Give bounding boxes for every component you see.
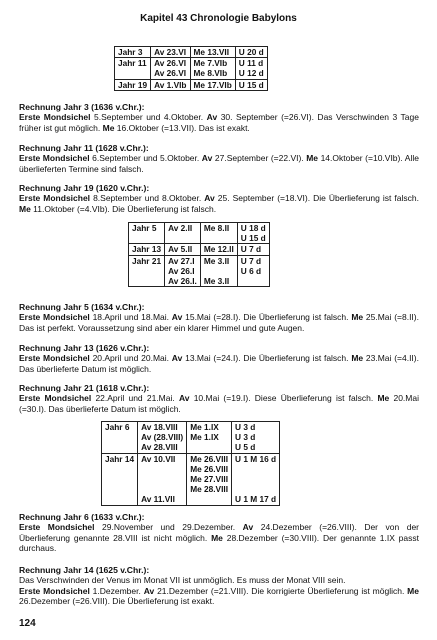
bold-term: Av: [201, 153, 213, 164]
cell-line: U 5 d: [235, 442, 256, 453]
section-heading: Rechnung Jahr 21 (1618 v.Chr.):: [19, 383, 150, 393]
section-heading: Rechnung Jahr 19 (1620 v.Chr.):: [19, 183, 150, 193]
cell-line: Jahr 6: [105, 422, 130, 432]
cell-line: Me 8.VIb: [193, 68, 228, 79]
text-run: 10.Mai (=19.I). Diese Überlieferung ist falsch.: [189, 393, 378, 404]
cell-line: U 1 M 16 d: [235, 453, 277, 464]
calculation-year-3: [19, 102, 419, 133]
text-run: 13.Mai (=24.I). Die Überlieferung ist falsch.: [182, 353, 352, 364]
cell-line: Av 23.VI: [154, 47, 187, 57]
section-paragraph: [19, 153, 419, 174]
cell-line: Me 13.VII: [193, 47, 230, 57]
table-cell: [235, 79, 267, 90]
text-run: 15.Mai (=28.I). Die Überlieferung ist falsch.: [182, 312, 352, 323]
text-run: 26.Dezember (=26.VIII). Die Überlieferung ist exakt.: [19, 596, 215, 607]
cell-line: Me 8.II: [203, 223, 230, 233]
text-run: 23.Mai (=4.II). Das überlieferte Datum ist möglich.: [19, 353, 419, 374]
table-row: [129, 255, 270, 287]
bold-term: Erste Mondsichel: [19, 393, 92, 404]
cell-line: Me 7.VIb: [193, 58, 228, 69]
bold-term: Erste Mondsichel: [19, 353, 90, 364]
chronology-table-2: [128, 222, 270, 287]
text-run: Das Verschwinden der Venus im Monat VII ist unmöglich. Es muss der Monat VIII sein.: [19, 575, 346, 586]
text-run: 30. September (=26.VI). Das Verschwinden 3 Tage früher ist gut möglich.: [19, 112, 419, 133]
table-row: [115, 47, 268, 58]
text-run: 22.April und 21.Mai.: [91, 393, 179, 404]
cell-line: Av 27.I: [168, 255, 195, 266]
bold-term: Me: [306, 153, 319, 164]
section-paragraph: [19, 112, 419, 133]
bold-term: Av: [171, 353, 183, 364]
calculation-year-13: [19, 343, 419, 374]
table-row: [115, 79, 268, 90]
text-run: 28.Dezember (=30.VIII). Der genannte 1.IX passt durchaus.: [19, 532, 420, 554]
text-run: 27.September (=22.VI).: [212, 153, 307, 164]
text-run: 20.April und 20.Mai.: [89, 353, 172, 364]
text-run: 16.Oktober (=13.VII). Das ist exakt.: [114, 122, 250, 133]
cell-line: Av 10.VII: [141, 453, 176, 464]
cell-line: U 18 d: [240, 223, 266, 233]
table-cell: [190, 79, 235, 90]
bold-term: Me: [351, 353, 364, 364]
table-cell: [129, 223, 165, 244]
table-cell: [138, 422, 187, 454]
table-cell: [237, 244, 269, 255]
text-run: 18.April und 18.Mai.: [89, 312, 172, 323]
table-cell: [102, 453, 138, 505]
table-cell: [235, 47, 267, 58]
bold-term: Av: [171, 312, 183, 323]
bold-term: Me: [211, 532, 223, 543]
calculation-year-6: [19, 512, 419, 554]
cell-line: Me 3.II: [203, 255, 230, 266]
bold-term: Erste Mondsichel: [19, 522, 95, 533]
table-cell: [187, 422, 232, 454]
cell-line: U 1 M 17 d: [235, 494, 277, 505]
text-run: 25. September (=18.VI). Die Überlieferung ist falsch.: [214, 193, 419, 204]
table-cell: [129, 255, 165, 287]
calculation-year-19: [19, 183, 419, 214]
text-run: 1.Dezember.: [89, 585, 144, 596]
section-paragraph: [19, 586, 419, 607]
section-paragraph: [19, 353, 419, 374]
table-cell: [115, 47, 151, 58]
cell-line: Av 28.VIII: [141, 442, 178, 453]
chronology-table-1: [114, 46, 268, 91]
cell-line: Av 26.VI: [154, 58, 187, 69]
page-number: 124: [19, 618, 36, 629]
cell-line: U 7 d: [240, 255, 262, 266]
cell-line: U 6 d: [240, 265, 262, 276]
cell-line: [235, 474, 276, 484]
table-cell: [138, 453, 187, 505]
cell-line: [204, 266, 234, 276]
table-cell: [151, 58, 190, 79]
cell-line: Jahr 11: [118, 58, 147, 69]
table-cell: [237, 255, 269, 287]
text-run: 29.November und 29.Dezember.: [94, 522, 243, 533]
calculation-year-21: [19, 383, 419, 414]
cell-line: Jahr 14: [105, 453, 135, 464]
section-paragraph: [19, 193, 419, 214]
bold-term: Erste Mondsichel: [19, 193, 91, 204]
bold-term: Me: [351, 312, 364, 323]
text-run: 20.Mai (=30.I). Das überlieferte Datum ist möglich.: [19, 393, 419, 414]
section-paragraph: [19, 522, 419, 553]
text-run: 8.September und 8.Oktober.: [90, 193, 205, 204]
table-row: [102, 453, 280, 505]
cell-line: U 11 d: [238, 58, 264, 69]
table-cell: [237, 223, 269, 244]
bold-term: Me: [377, 393, 390, 404]
bold-term: Av: [178, 393, 190, 404]
table-cell: [200, 223, 237, 244]
cell-line: Av 1.VIb: [154, 79, 187, 90]
cell-line: Me 3.II: [203, 276, 230, 287]
cell-line: Av 5.II: [168, 244, 193, 255]
cell-line: Jahr 3: [118, 47, 143, 57]
cell-line: Av (28.VIII): [141, 432, 184, 443]
bold-term: Av: [143, 585, 155, 596]
table-cell: [165, 244, 201, 255]
cell-line: Jahr 19: [118, 79, 148, 90]
cell-line: Av 26.I: [168, 265, 195, 276]
bold-term: Me: [407, 585, 419, 596]
table-cell: [200, 255, 237, 287]
cell-line: Me 17.VIb: [193, 79, 232, 90]
cell-line: Av 18.VIII: [141, 422, 178, 432]
section-heading: Rechnung Jahr 14 (1625 v.Chr.):: [19, 565, 150, 575]
section-heading: Rechnung Jahr 11 (1628 v.Chr.):: [19, 143, 149, 153]
cell-line: [235, 484, 276, 494]
cell-line: Me 28.VIII: [190, 484, 229, 495]
section-heading: Rechnung Jahr 13 (1626 v.Chr.):: [19, 343, 150, 353]
cell-line: Me 1.IX: [190, 432, 219, 443]
table-cell: [190, 47, 235, 58]
cell-line: [141, 484, 183, 494]
table-cell: [115, 58, 151, 79]
cell-line: [235, 464, 276, 474]
calculation-year-5: [19, 302, 419, 333]
text-run: 21.Dezember (=21.VIII). Die korrigierte Überlieferung ist möglich.: [154, 585, 408, 596]
table-cell: [232, 453, 280, 505]
cell-line: U 3 d: [235, 422, 256, 432]
bold-term: Erste Mondsichel: [19, 312, 90, 323]
section-heading: Rechnung Jahr 6 (1633 v.Chr.):: [19, 512, 145, 522]
text-run: 5.September und 4.Oktober.: [90, 112, 207, 123]
section-paragraph: [19, 312, 419, 333]
table-cell: [200, 244, 237, 255]
cell-line: U 15 d: [240, 233, 266, 244]
section-heading: Rechnung Jahr 5 (1634 v.Chr.):: [19, 302, 145, 312]
chapter-title: Kapitel 43 Chronologie Babylons: [140, 13, 297, 24]
table-row: [129, 244, 270, 255]
bold-term: Av: [242, 522, 254, 533]
bold-term: Erste Mondsichel: [19, 112, 91, 123]
cell-line: Me 27.VIII: [190, 474, 229, 485]
text-run: 25.Mai (=8.II). Das ist perfekt. Voraussetzung sind aber ein klarer Himmel und gute Augen.: [19, 312, 419, 333]
bold-term: Av: [206, 112, 218, 123]
text-run: 14.Oktober (=10.VIb). Alle überlieferten Termine sind falsch.: [19, 153, 419, 174]
bold-term: Erste Mondsichel: [19, 153, 90, 164]
table-cell: [190, 58, 235, 79]
table-cell: [165, 255, 201, 287]
section-heading: Rechnung Jahr 3 (1636 v.Chr.):: [19, 102, 145, 112]
cell-line: U 3 d: [235, 432, 256, 443]
section-paragraph: [19, 575, 419, 585]
cell-line: Av 2.II: [168, 223, 193, 233]
cell-line: Av 11.VII: [141, 494, 175, 505]
table-cell: [129, 244, 165, 255]
table-cell: [235, 58, 267, 79]
table-row: [129, 223, 270, 244]
cell-line: Av 26.VI: [154, 68, 187, 79]
cell-line: Me 26.VIII: [190, 463, 229, 474]
table-cell: [151, 79, 190, 90]
cell-line: Me 26.VIII: [190, 453, 229, 464]
bold-term: Me: [102, 122, 115, 133]
table-cell: [187, 453, 232, 505]
cell-line: U 15 d: [238, 79, 264, 90]
text-run: 24.Dezember (=26.VIII). Der von der Überlieferung genannte 28.VIII ist nicht möglich.: [19, 522, 420, 543]
bold-term: Av: [204, 193, 215, 204]
table-row: [115, 58, 268, 79]
cell-line: Jahr 13: [132, 244, 162, 255]
cell-line: [141, 474, 183, 484]
calculation-year-14: [19, 565, 419, 607]
cell-line: Jahr 5: [132, 223, 157, 233]
bold-term: Erste Mondsichel: [19, 585, 90, 596]
calculation-year-11: [19, 143, 419, 174]
table-cell: [102, 422, 138, 454]
cell-line: U 7 d: [240, 244, 262, 255]
table-cell: [115, 79, 151, 90]
table-cell: [151, 47, 190, 58]
section-paragraph: [19, 393, 419, 414]
cell-line: Jahr 21: [132, 255, 162, 266]
table-cell: [165, 223, 201, 244]
cell-line: U 20 d: [238, 47, 264, 57]
text-run: 6.September und 5.Oktober.: [89, 153, 202, 164]
cell-line: [141, 464, 183, 474]
chronology-table-3: [101, 421, 280, 506]
table-row: [102, 422, 280, 454]
cell-line: Av 26.I.: [168, 276, 197, 287]
cell-line: Me 1.IX: [190, 422, 219, 432]
table-cell: [232, 422, 280, 454]
cell-line: Me 12.II: [203, 244, 234, 255]
cell-line: U 12 d: [238, 68, 264, 79]
text-run: 11.Oktober (=4.VIb). Die Überlieferung ist falsch.: [30, 203, 217, 214]
bold-term: Me: [19, 203, 31, 214]
